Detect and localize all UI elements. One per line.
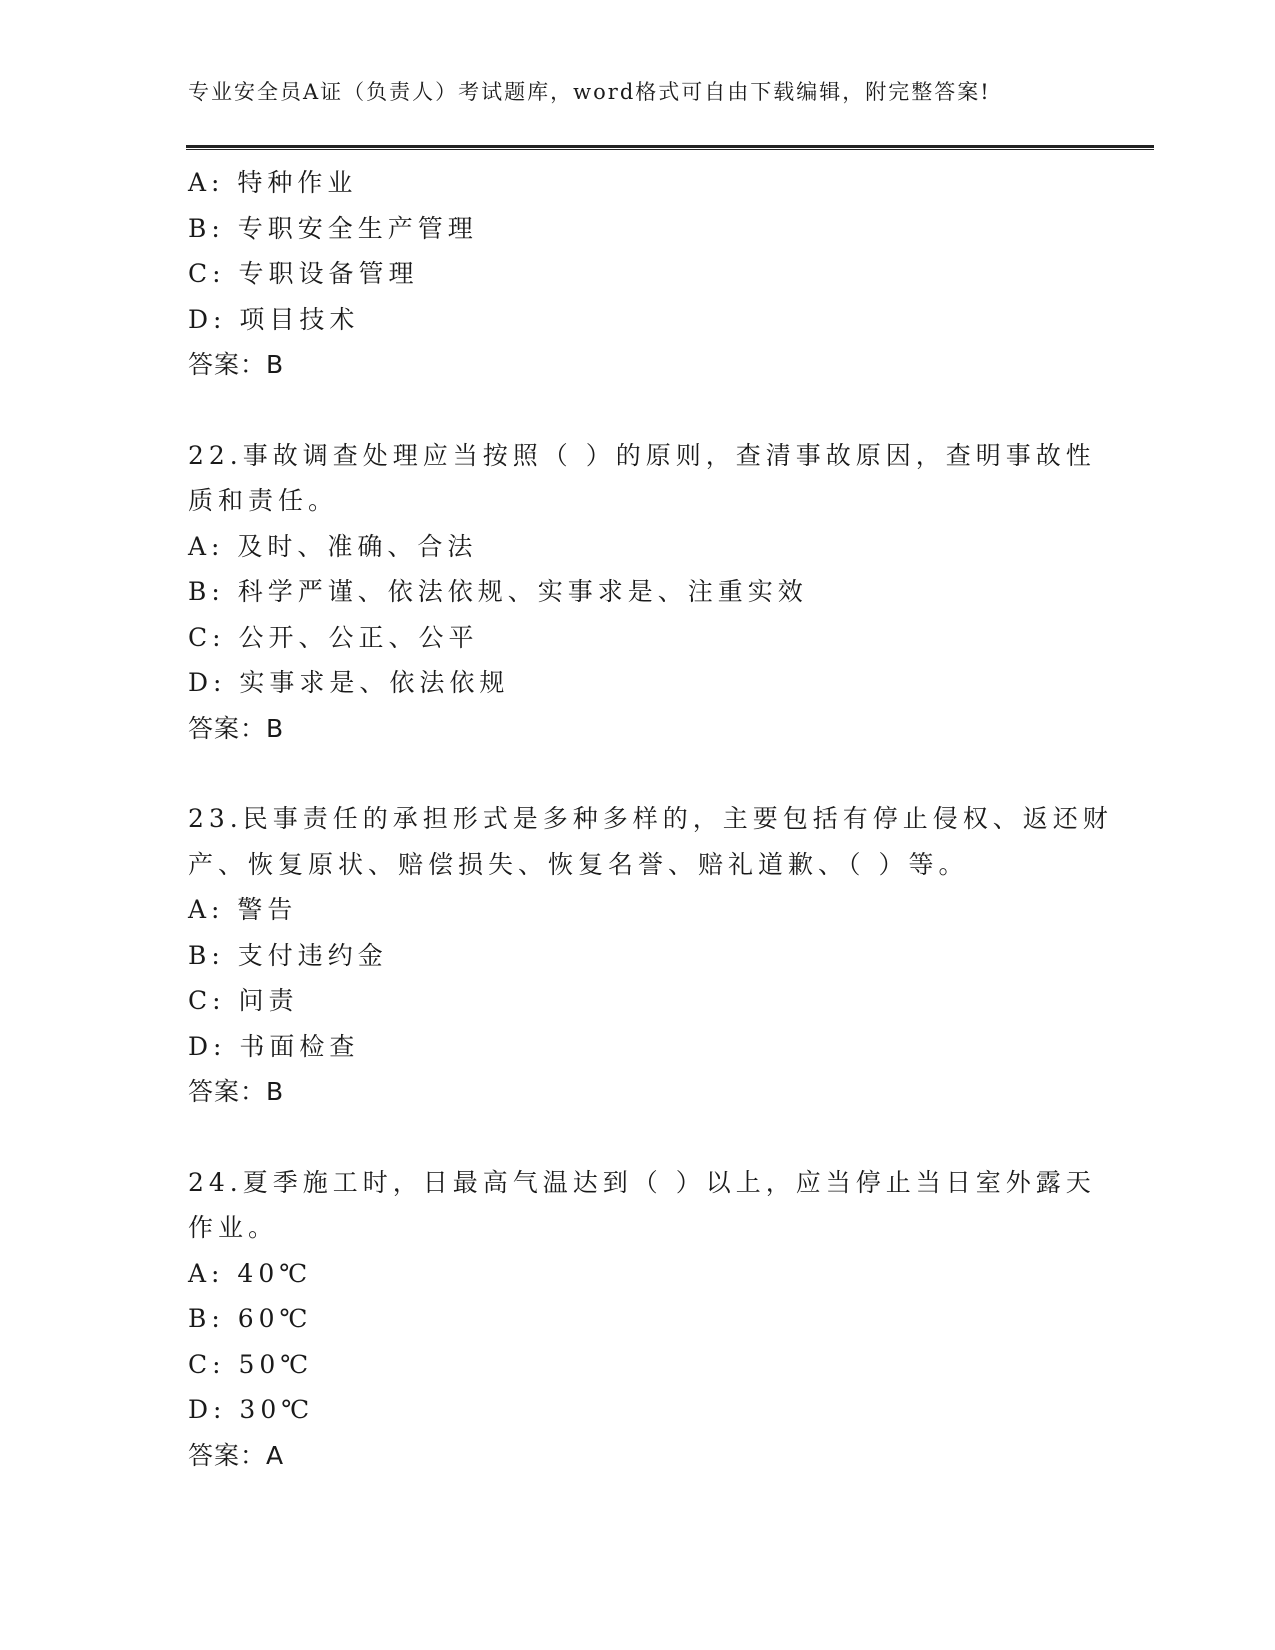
question-stem-cont: 质和责任。 — [188, 486, 339, 515]
question-stem: 24.夏季施工时，日最高气温达到（ ）以上，应当停止当日室外露天 — [188, 1167, 1096, 1197]
option-c: C: 问责 — [188, 986, 299, 1015]
option-b: B: 支付违约金 — [188, 940, 388, 970]
answer: 答案：B — [188, 713, 285, 743]
question-stem-cont: 作业。 — [188, 1213, 279, 1242]
answer: 答案：A — [188, 1440, 285, 1470]
question-stem: 22.事故调查处理应当按照（ ）的原则，查清事故原因，查明事故性 — [188, 440, 1096, 470]
option-d: D: 项目技术 — [188, 304, 360, 334]
header-divider — [186, 145, 1154, 150]
option-a: A: 40℃ — [188, 1258, 313, 1288]
option-d: D: 书面检查 — [188, 1031, 360, 1061]
answer: 答案：B — [188, 1077, 285, 1106]
option-c: C: 专职设备管理 — [188, 259, 419, 288]
question-content — [188, 160, 1113, 1478]
option-a: A: 及时、准确、合法 — [188, 531, 478, 561]
spacer — [188, 751, 1088, 796]
option-a: A: 特种作业 — [188, 168, 358, 197]
spacer — [188, 388, 1088, 433]
question-24 — [188, 1160, 1096, 1479]
option-d: D: 实事求是、依法依规 — [188, 668, 510, 697]
question-21 — [188, 160, 1088, 388]
option-a: A: 警告 — [188, 895, 298, 924]
question-22 — [188, 433, 1096, 752]
page-header-title: 专业安全员A证（负责人）考试题库，word格式可自由下载编辑，附完整答案! — [188, 80, 991, 104]
answer: 答案：B — [188, 350, 285, 379]
option-c: C: 公开、公正、公平 — [188, 622, 479, 652]
option-d: D: 30℃ — [188, 1395, 315, 1424]
question-23 — [188, 796, 1113, 1115]
option-b: B: 60℃ — [188, 1304, 313, 1333]
question-stem: 23.民事责任的承担形式是多种多样的，主要包括有停止侵权、返还财 — [188, 804, 1113, 833]
spacer — [188, 1115, 1088, 1160]
option-c: C: 50℃ — [188, 1349, 314, 1379]
question-stem-cont: 产、恢复原状、赔偿损失、恢复名誉、赔礼道歉、（ ）等。 — [188, 849, 969, 879]
option-b: B: 专职安全生产管理 — [188, 213, 478, 243]
option-b: B: 科学严谨、依法依规、实事求是、注重实效 — [188, 577, 808, 606]
